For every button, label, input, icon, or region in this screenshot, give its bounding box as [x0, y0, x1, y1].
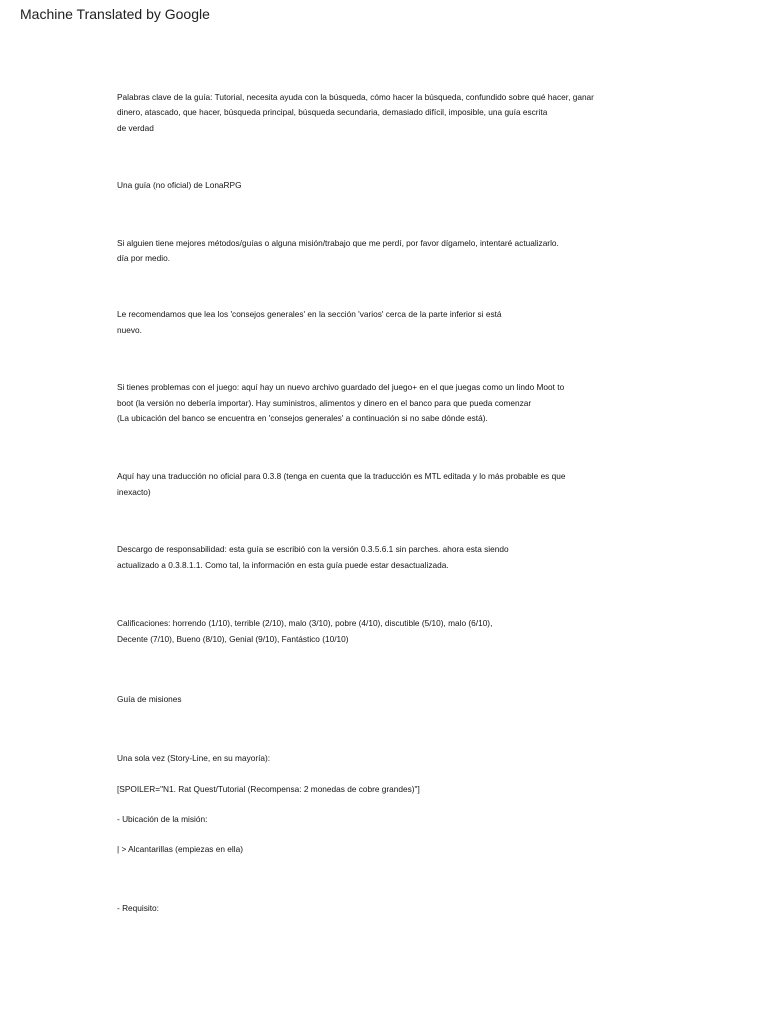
text-line: dinero, atascado, que hacer, búsqueda principal, búsqueda secundaria, demasiado difícil, imposible, una guía escrita	[117, 107, 548, 118]
text-line: [SPOILER="N1. Rat Quest/Tutorial (Recompensa: 2 monedas de cobre grandes)"]	[117, 783, 420, 794]
quest-requirement-label	[117, 901, 657, 916]
text-line: (La ubicación del banco se encuentra en 'consejos generales' a continuación si no sabe dónde está).	[117, 413, 488, 424]
text-line: Una sola vez (Story-Line, en su mayoría):	[117, 753, 271, 764]
paragraph-guide-title	[117, 178, 657, 193]
text-line: nuevo.	[117, 324, 142, 335]
text-line: de verdad	[117, 122, 154, 133]
text-line: Una guía (no oficial) de LonaRPG	[117, 180, 242, 191]
text-line: - Requisito:	[117, 902, 159, 913]
paragraph-translation	[117, 469, 657, 500]
text-line: Decente (7/10), Bueno (8/10), Genial (9/10), Fantástico (10/10)	[117, 633, 349, 644]
paragraph-disclaimer	[117, 542, 657, 573]
text-line: Aquí hay una traducción no oficial para 0.3.8 (tenga en cuenta que la traducción es MTL editada y lo más probable es que	[117, 471, 566, 482]
spoiler-tag-rat-quest	[117, 782, 657, 797]
text-line: Calificaciones: horrendo (1/10), terrible (2/10), malo (3/10), pobre (4/10), discutible (5/10), malo (6/10),	[117, 618, 493, 629]
text-line: Descargo de responsabilidad: esta guía se escribió con la versión 0.3.5.6.1 sin parches. ahora esta siendo	[117, 544, 509, 555]
paragraph-feedback	[117, 236, 657, 267]
text-line: Si alguien tiene mejores métodos/guías o alguna misión/trabajo que me perdí, por favor dígamelo, intentaré actualizarlo.	[117, 237, 559, 248]
text-line: | > Alcantarillas (empiezas en ella)	[117, 843, 243, 854]
paragraph-keywords	[117, 90, 657, 136]
text-line: inexacto)	[117, 486, 151, 497]
text-line: Le recomendamos que lea los 'consejos generales' en la sección 'varios' cerca de la parte inferior si está	[117, 309, 502, 320]
paragraph-general-tips	[117, 307, 657, 338]
machine-translation-banner: Machine Translated by Google	[20, 6, 210, 22]
text-line: Si tienes problemas con el juego: aquí hay un nuevo archivo guardado del juego+ en el que juegas como un lindo Moot to	[117, 382, 565, 393]
quest-location-label	[117, 812, 657, 827]
subheading-one-time	[117, 751, 657, 766]
text-line: actualizado a 0.3.8.1.1. Como tal, la información en esta guía puede estar desactualizada.	[117, 559, 449, 570]
section-heading-quest-guide	[117, 692, 657, 707]
text-line: - Ubicación de la misión:	[117, 814, 208, 825]
text-line: boot (la versión no debería importar). Hay suministros, alimentos y dinero en el banco para que pueda comenzar	[117, 397, 532, 408]
text-line: Palabras clave de la guía: Tutorial, necesita ayuda con la búsqueda, cómo hacer la búsqueda, confundido sobre qué hacer, ganar	[117, 92, 594, 102]
document-body	[117, 90, 657, 916]
paragraph-ratings	[117, 616, 657, 647]
text-line: día por medio.	[117, 253, 171, 264]
quest-location-value	[117, 842, 657, 857]
text-line: Guía de misiones	[117, 693, 182, 704]
paragraph-save-file	[117, 380, 657, 426]
